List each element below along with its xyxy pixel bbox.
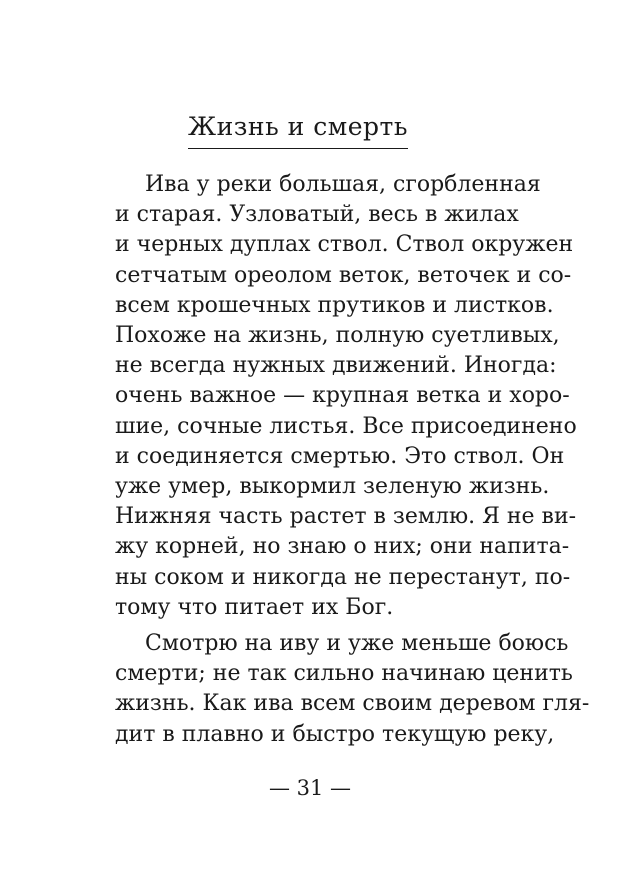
text-line: и черных дуплах ствол. Ствол окружен [115, 232, 574, 258]
text-line: очень важное — крупная ветка и хоро- [115, 383, 570, 409]
text-line: шие, сочные листья. Все присоединено [115, 413, 577, 439]
text-line: Нижняя часть растет в землю. Я не ви- [115, 504, 577, 530]
text-line: не всегда нужных движений. Иногда: [115, 353, 557, 379]
text-line: ны соком и никогда не перестанут, по- [115, 564, 571, 590]
text-line: Ива у реки большая, сгорбленная [145, 172, 541, 197]
text-line: Смотрю на иву и уже меньше боюсь [145, 631, 569, 657]
text-line: жу корней, но знаю о них; они напита- [115, 534, 570, 560]
page-number: — 31 — [268, 776, 352, 800]
text-line: и старая. Узловатый, весь в жилах [115, 202, 519, 228]
text-line: всем крошечных прутиков и листков. [115, 292, 554, 318]
text-line: сетчатым ореолом веток, веточек и со- [115, 262, 572, 288]
text-line: и соединяется смертью. Это ствол. Он [115, 443, 565, 469]
text-line: дит в плавно и быстро текущую реку, [115, 721, 555, 747]
chapter-title: Жизнь и смерть [188, 112, 408, 141]
text-line: тому что питает их Бог. [115, 594, 394, 620]
body-text [115, 170, 590, 750]
header-rule [188, 148, 408, 149]
text-line: Похоже на жизнь, полную суетливых, [115, 323, 560, 349]
text-line: жизнь. Как ива всем своим деревом гля- [115, 691, 590, 717]
running-header [188, 112, 408, 149]
text-line: смерти; не так сильно начинаю ценить [115, 661, 573, 687]
text-line: уже умер, выкормил зеленую жизнь. [115, 474, 550, 500]
